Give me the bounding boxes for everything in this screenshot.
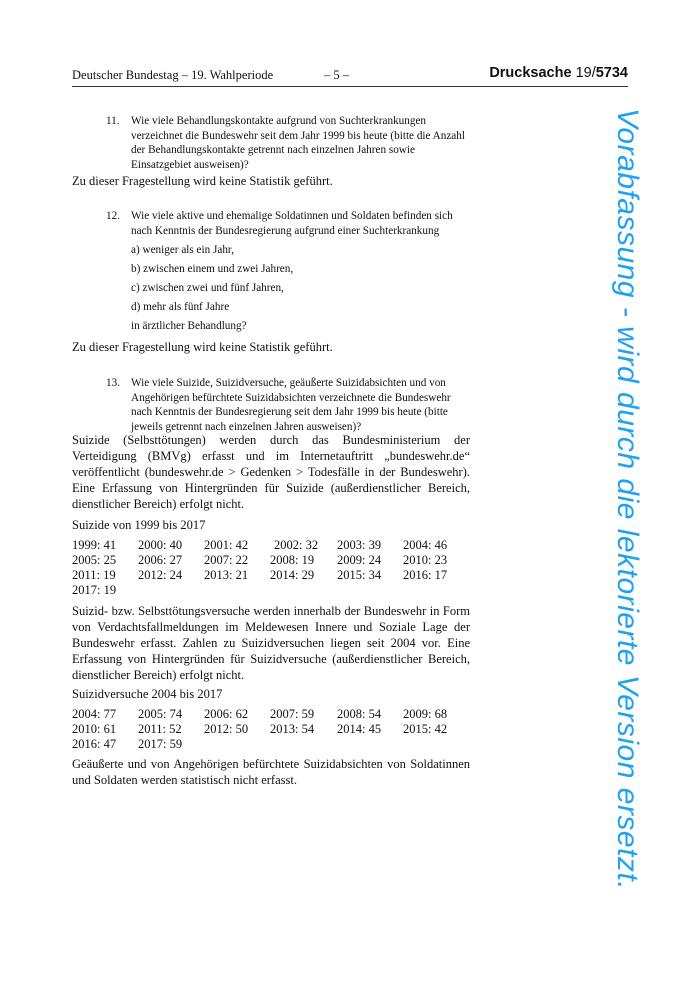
page-header xyxy=(72,64,628,87)
year-value: 2011: 52 xyxy=(138,722,182,736)
year-value: 2011: 19 xyxy=(72,568,116,582)
year-value: 2015: 34 xyxy=(337,568,382,582)
question-text: Wie viele Behandlungskontakte aufgrund von Suchterkrankungen verzeichnet die Bundeswehr seit dem Jahr 1999 bis heute (bitte die Anzahl der Behandlungskontakte getrennt nach einzelnen Jahren sowie Einsatzgebiet ausweisen)? xyxy=(131,115,465,171)
option-c: c) zwischen zwei und fünf Jahren, xyxy=(131,282,284,294)
answer-13-intentions: Geäußerte und von Angehörigen befürchtete Suizidabsichten von Soldatinnen und Soldaten werden statistisch nicht erfasst. xyxy=(72,757,470,787)
attempts-row xyxy=(72,707,492,723)
year-value: 2016: 17 xyxy=(403,568,448,582)
question-number: 13. xyxy=(106,377,120,389)
document-label: Drucksache xyxy=(489,65,572,81)
document-number xyxy=(489,65,628,81)
year-value: 2010: 61 xyxy=(72,722,117,736)
year-value: 2010: 23 xyxy=(403,553,448,567)
year-value: 2007: 22 xyxy=(204,553,249,567)
year-value: 2017: 19 xyxy=(72,583,117,597)
year-value: 2004: 46 xyxy=(403,538,448,552)
question-12 xyxy=(106,209,470,238)
year-value: 2005: 74 xyxy=(138,707,183,721)
year-value: 2004: 77 xyxy=(72,707,117,721)
year-value: 2014: 45 xyxy=(337,722,382,736)
year-value: 2012: 50 xyxy=(204,722,249,736)
year-value: 2009: 68 xyxy=(403,707,448,721)
attempts-row xyxy=(72,722,492,738)
question-13 xyxy=(106,376,470,434)
year-value: 2009: 24 xyxy=(337,553,382,567)
question-number: 11. xyxy=(106,115,120,127)
document-number-prefix: 19/ xyxy=(575,65,596,81)
option-d: d) mehr als fünf Jahre xyxy=(131,301,230,313)
attempts-heading: Suizidversuche 2004 bis 2017 xyxy=(72,687,223,701)
year-value: 2006: 62 xyxy=(204,707,249,721)
year-value: 2008: 19 xyxy=(270,553,315,567)
suicides-row xyxy=(72,538,492,554)
attempts-row xyxy=(72,737,492,753)
year-value: 2003: 39 xyxy=(337,538,382,552)
suicides-row xyxy=(72,553,492,569)
question-text: Wie viele Suizide, Suizidversuche, geäußerte Suizidabsichten und von Angehörigen befürchtete Suizidabsichten verzeichnete die Bundeswehr nach Kenntnis der Bundesregierung seit dem Jahr 1999 bis heute (bitte jeweils getrennt nach einzelnen Jahren ausweisen)? xyxy=(131,377,451,433)
option-b: b) zwischen einem und zwei Jahren, xyxy=(131,263,294,275)
year-value: 2015: 42 xyxy=(403,722,448,736)
year-value: 2013: 21 xyxy=(204,568,249,582)
year-value: 2013: 54 xyxy=(270,722,315,736)
year-value: 2000: 40 xyxy=(138,538,183,552)
year-value: 2007: 59 xyxy=(270,707,315,721)
suicides-row xyxy=(72,583,492,599)
year-value: 2001: 42 xyxy=(204,538,249,552)
year-value: 2017: 59 xyxy=(138,737,183,751)
document-number-bold: 5734 xyxy=(595,65,628,81)
year-value: 2012: 24 xyxy=(138,568,183,582)
answer-12: Zu dieser Fragestellung wird keine Statistik geführt. xyxy=(72,340,333,354)
question-text: Wie viele aktive und ehemalige Soldatinnen und Soldaten befinden sich nach Kenntnis der Bundesregierung aufgrund einer Suchterkrankung xyxy=(131,210,453,237)
question-11 xyxy=(106,114,470,172)
option-closing: in ärztlicher Behandlung? xyxy=(131,320,247,332)
header-parliament: Deutscher Bundestag – 19. Wahlperiode xyxy=(72,68,274,82)
page-number: – 5 – xyxy=(324,68,349,82)
year-value: 2005: 25 xyxy=(72,553,117,567)
year-value: 2016: 47 xyxy=(72,737,117,751)
year-value: 2002: 32 xyxy=(274,538,319,552)
watermark-text: Vorabfassung - wird durch die lektorierte Version ersetzt. xyxy=(611,108,644,891)
draft-watermark xyxy=(610,108,680,898)
option-a: a) weniger als ein Jahr, xyxy=(131,244,234,256)
answer-13-attempts: Suizid- bzw. Selbsttötungsversuche werden innerhalb der Bundeswehr in Form von Verdachtsfallmeldungen im Meldewesen Innere und Soziale Lage der Bundeswehr erfasst. Zahlen zu Suizidversuchen liegen seit 2004 vor. Eine Erfassung von Hintergründen für Suizidversuche (außerdienstlicher Bereich, dienstlicher Bereich) erfolgt nicht. xyxy=(72,604,470,682)
question-number: 12. xyxy=(106,210,120,222)
suicides-heading: Suizide von 1999 bis 2017 xyxy=(72,518,206,532)
year-value: 1999: 41 xyxy=(72,538,117,552)
year-value: 2006: 27 xyxy=(138,553,183,567)
year-value: 2014: 29 xyxy=(270,568,315,582)
answer-11: Zu dieser Fragestellung wird keine Statistik geführt. xyxy=(72,174,333,188)
answer-13-suicides: Suizide (Selbsttötungen) werden durch das Bundesministerium der Verteidigung (BMVg) erfasst und im Internetauftritt „bundeswehr.de“ veröffentlicht (bundeswehr.de > Gedenken > Todesfälle in der Bundeswehr). Eine Erfassung von Hintergründen für Suizide (außerdienstlicher Bereich, dienstlicher Bereich) erfolgt nicht. xyxy=(72,433,470,511)
suicides-row xyxy=(72,568,492,584)
year-value: 2008: 54 xyxy=(337,707,382,721)
